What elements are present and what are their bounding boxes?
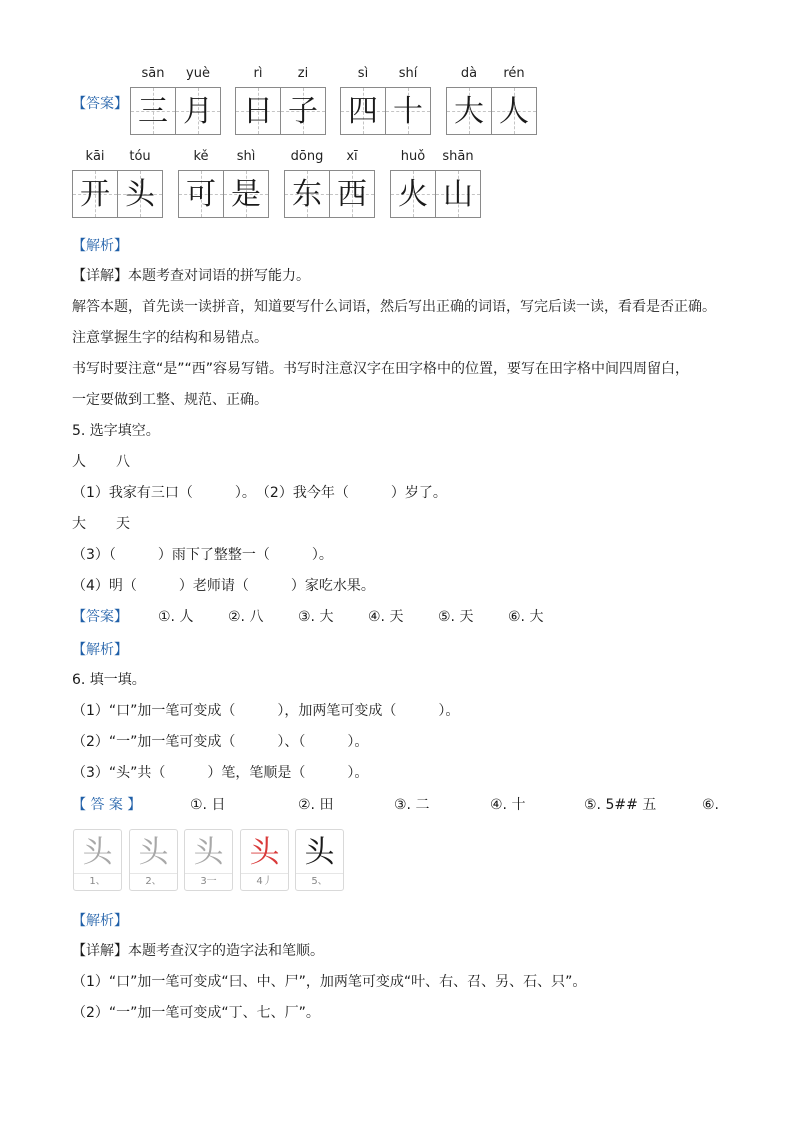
character: 四 xyxy=(348,94,378,129)
answer-tag: 【 答 案 】 xyxy=(72,797,142,813)
q6-line-1: （1）“口”加一笔可变成（ ），加两笔可变成（ ）。 xyxy=(72,703,460,719)
analysis-tag: 【解析】 xyxy=(72,238,128,254)
tian-zi-ge-cell xyxy=(223,149,269,218)
tian-zi-ge-cell xyxy=(446,66,492,135)
pinyin-label: zi xyxy=(297,66,309,81)
tian-zi-ge-cell xyxy=(284,149,330,218)
stroke-step xyxy=(73,829,122,891)
tian-zi-ge-cell xyxy=(178,149,224,218)
character: 子 xyxy=(288,94,318,129)
word-grid xyxy=(446,66,537,135)
character: 开 xyxy=(80,177,110,212)
q5-answer: ③. 大 xyxy=(298,609,334,625)
stroke-step xyxy=(129,829,178,891)
q4-paragraph-1: 解答本题，首先读一读拼音，知道要写什么词语，然后写出正确的词语，写完后读一读，看看是否正确。 xyxy=(72,299,716,315)
character: 西 xyxy=(337,177,367,212)
q6-answer: ②. 田 xyxy=(298,797,334,813)
stroke-character: 头 xyxy=(249,835,280,870)
character: 山 xyxy=(443,177,473,212)
character: 头 xyxy=(125,177,155,212)
character: 可 xyxy=(186,177,216,212)
q6-detail-2: （2）“一”加一笔可变成“丁、七、厂”。 xyxy=(72,1005,320,1021)
pinyin-label: dōng xyxy=(290,149,324,164)
q5-answer-row xyxy=(72,607,544,627)
q5-title: 5. 选字填空。 xyxy=(72,423,160,439)
q5-answer: ⑤. 天 xyxy=(438,609,474,625)
q6-detail-1: （1）“口”加一笔可变成“曰、中、尸”，加两笔可变成“叶、右、召、另、石、只”。 xyxy=(72,974,587,990)
character: 十 xyxy=(393,94,423,129)
q5-answer: ①. 人 xyxy=(158,609,194,625)
tian-zi-ge-cell xyxy=(435,149,481,218)
q6-answer: ⑤. 5## 五 xyxy=(584,797,657,813)
word-grid xyxy=(235,66,326,135)
q4-paragraph-3: 书写时要注意“是”“西”容易写错。书写时注意汉字在田字格中的位置，要写在田字格中间四周留白， xyxy=(72,361,690,377)
character: 大 xyxy=(454,94,484,129)
pinyin-label: shì xyxy=(236,149,256,164)
character: 三 xyxy=(138,94,168,129)
q6-answer: ⑥. xyxy=(702,797,720,813)
stroke-label: 3一 xyxy=(185,873,232,890)
q4-paragraph-2: 注意掌握生字的结构和易错点。 xyxy=(72,330,268,346)
character: 东 xyxy=(292,177,322,212)
pinyin-label: rì xyxy=(253,66,263,81)
pinyin-label: kě xyxy=(193,149,209,164)
stroke-character: 头 xyxy=(304,835,335,870)
tian-zi-ge-cell xyxy=(280,66,326,135)
stroke-label: 2、 xyxy=(130,873,177,890)
q5-line-1: （1）我家有三口（ ）。 （2）我今年（ ）岁了。 xyxy=(72,485,447,501)
q4-detail-line xyxy=(72,266,310,286)
tian-zi-ge-cell xyxy=(130,66,176,135)
q6-answer: ①. 日 xyxy=(190,797,226,813)
answer-tag: 【答案】 xyxy=(72,609,128,625)
q5-choice: 天 xyxy=(116,516,130,532)
detail-tag: 【详解】 xyxy=(72,268,128,284)
tian-zi-ge-cell xyxy=(72,149,118,218)
stroke-character: 头 xyxy=(193,835,224,870)
stroke-step xyxy=(184,829,233,891)
character: 日 xyxy=(243,94,273,129)
q5-answer: ⑥. 大 xyxy=(508,609,544,625)
q4-detail-text: 本题考查对词语的拼写能力。 xyxy=(128,268,310,284)
pinyin-label: shí xyxy=(398,66,418,81)
pinyin-label: dà xyxy=(460,66,478,81)
q5-choice: 大 xyxy=(72,516,86,532)
pinyin-label: rén xyxy=(503,66,525,81)
stroke-step xyxy=(240,829,289,891)
stroke-label: 1、 xyxy=(74,873,121,890)
word-grid xyxy=(390,149,481,218)
word-grid xyxy=(72,149,163,218)
analysis-tag: 【解析】 xyxy=(72,642,128,658)
pinyin-label: tóu xyxy=(129,149,151,164)
word-grid xyxy=(178,149,269,218)
stroke-label: 4丿 xyxy=(241,873,288,890)
tian-zi-ge-cell xyxy=(329,149,375,218)
tian-zi-ge-cell xyxy=(175,66,221,135)
character: 是 xyxy=(231,177,261,212)
word-grid xyxy=(340,66,431,135)
tian-zi-ge-cell xyxy=(385,66,431,135)
character: 人 xyxy=(499,94,529,129)
answer-tag: 【答案】 xyxy=(72,96,128,112)
word-grid xyxy=(284,149,375,218)
q6-answer: ③. 二 xyxy=(394,797,430,813)
pinyin-label: yuè xyxy=(186,66,210,81)
q6-answer-row xyxy=(72,795,732,815)
q5-line-4: （4）明（ ）老师请（ ）家吃水果。 xyxy=(72,578,375,594)
q5-choice: 人 xyxy=(72,454,86,470)
q5-answer: ②. 八 xyxy=(228,609,264,625)
q6-line-2: （2）“一”加一笔可变成（ ）、（ ）。 xyxy=(72,734,369,750)
q5-choice-pair-1 xyxy=(72,452,130,472)
pinyin-label: huǒ xyxy=(400,149,426,164)
tian-zi-ge-cell xyxy=(340,66,386,135)
word-grid xyxy=(130,66,221,135)
tian-zi-ge-cell xyxy=(491,66,537,135)
stroke-character: 头 xyxy=(138,835,169,870)
q5-choice-pair-2 xyxy=(72,514,130,534)
tian-zi-ge-cell xyxy=(235,66,281,135)
pinyin-label: sān xyxy=(141,66,165,81)
q6-title: 6. 填一填。 xyxy=(72,672,146,688)
q6-answer: ④. 十 xyxy=(490,797,526,813)
pinyin-label: kāi xyxy=(85,149,105,164)
character: 月 xyxy=(183,94,213,129)
q6-line-3: （3）“头”共（ ）笔，笔顺是（ ）。 xyxy=(72,765,369,781)
stroke-character: 头 xyxy=(82,835,113,870)
q6-detail-line xyxy=(72,941,324,961)
q6-detail-text: 本题考查汉字的造字法和笔顺。 xyxy=(128,943,324,959)
q5-choice: 八 xyxy=(116,454,130,470)
pinyin-label: xī xyxy=(346,149,358,164)
tian-zi-ge-cell xyxy=(117,149,163,218)
detail-tag: 【详解】 xyxy=(72,943,128,959)
q5-line-3: （3）（ ）雨下了整整一（ ）。 xyxy=(72,547,333,563)
stroke-label: 5、 xyxy=(296,873,343,890)
character: 火 xyxy=(398,177,428,212)
pinyin-label: sì xyxy=(357,66,369,81)
stroke-step xyxy=(295,829,344,891)
pinyin-label: shān xyxy=(442,149,474,164)
analysis-tag: 【解析】 xyxy=(72,913,128,929)
tian-zi-ge-cell xyxy=(390,149,436,218)
q5-answer: ④. 天 xyxy=(368,609,404,625)
q4-paragraph-4: 一定要做到工整、规范、正确。 xyxy=(72,392,268,408)
